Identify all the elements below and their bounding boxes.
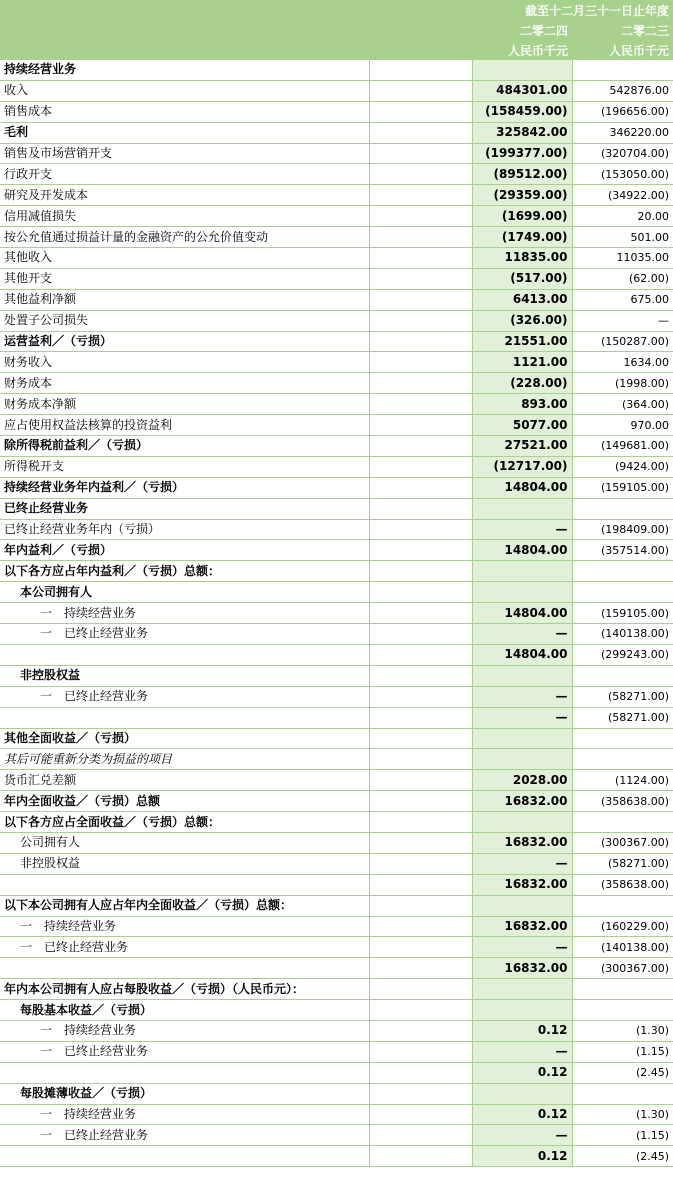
table-row xyxy=(0,1146,673,1167)
row-label: 一 已终止经营业务 xyxy=(0,624,369,645)
row-note xyxy=(369,477,472,498)
row-label: 销售成本 xyxy=(0,101,369,122)
table-row xyxy=(0,143,673,164)
row-note xyxy=(369,874,472,895)
row-value-prior: (300367.00) xyxy=(572,958,673,979)
row-note xyxy=(369,436,472,457)
row-value-prior: — xyxy=(572,310,673,331)
row-label: 财务收入 xyxy=(0,352,369,373)
row-value-prior: 970.00 xyxy=(572,415,673,436)
row-label xyxy=(0,707,369,728)
row-note xyxy=(369,1125,472,1146)
row-label: 本公司拥有人 xyxy=(0,582,369,603)
row-note xyxy=(369,185,472,206)
table-row xyxy=(0,248,673,269)
row-note xyxy=(369,644,472,665)
row-label: 一 持续经营业务 xyxy=(0,916,369,937)
row-label: 非控股权益 xyxy=(0,853,369,874)
row-note xyxy=(369,979,472,1000)
table-row xyxy=(0,644,673,665)
row-value-prior: (358638.00) xyxy=(572,874,673,895)
statement-body xyxy=(0,60,673,1167)
row-value-prior xyxy=(572,1000,673,1021)
row-value-current: (89512.00) xyxy=(472,164,572,185)
row-value-prior: (58271.00) xyxy=(572,853,673,874)
table-row xyxy=(0,268,673,289)
table-row xyxy=(0,519,673,540)
row-value-prior xyxy=(572,498,673,519)
table-row xyxy=(0,937,673,958)
row-note xyxy=(369,707,472,728)
table-row xyxy=(0,415,673,436)
row-note xyxy=(369,456,472,477)
row-value-current: 1121.00 xyxy=(472,352,572,373)
table-row xyxy=(0,60,673,80)
header-note-cell xyxy=(369,0,472,20)
row-note xyxy=(369,624,472,645)
row-value-current xyxy=(472,1083,572,1104)
row-label: 年内益利／（亏损） xyxy=(0,540,369,561)
header-row-unit xyxy=(0,40,673,60)
table-row xyxy=(0,1083,673,1104)
row-label: 行政开支 xyxy=(0,164,369,185)
row-label: 毛利 xyxy=(0,122,369,143)
row-label: 以下各方应占年内益利／（亏损）总额： xyxy=(0,561,369,582)
row-label: 按公允值通过损益计量的金融资产的公允价值变动 xyxy=(0,227,369,248)
row-note xyxy=(369,143,472,164)
row-value-prior: (159105.00) xyxy=(572,477,673,498)
row-value-prior: (58271.00) xyxy=(572,686,673,707)
row-value-current: (326.00) xyxy=(472,310,572,331)
row-value-current xyxy=(472,979,572,1000)
table-row xyxy=(0,80,673,101)
row-label: 一 已终止经营业务 xyxy=(0,937,369,958)
row-value-prior: 20.00 xyxy=(572,206,673,227)
header-row-period xyxy=(0,0,673,20)
row-label: 一 持续经营业务 xyxy=(0,603,369,624)
row-label: 其他开支 xyxy=(0,268,369,289)
row-label: 已终止经营业务 xyxy=(0,498,369,519)
row-value-prior: 11035.00 xyxy=(572,248,673,269)
row-note xyxy=(369,749,472,770)
row-label: 年内全面收益／（亏损）总额 xyxy=(0,791,369,812)
row-label xyxy=(0,1062,369,1083)
row-value-prior: (358638.00) xyxy=(572,791,673,812)
row-value-prior xyxy=(572,812,673,833)
header-row-year xyxy=(0,20,673,40)
row-value-current: (199377.00) xyxy=(472,143,572,164)
row-value-prior: (2.45) xyxy=(572,1146,673,1167)
row-note xyxy=(369,101,472,122)
table-row xyxy=(0,1000,673,1021)
row-value-current xyxy=(472,561,572,582)
row-value-current xyxy=(472,582,572,603)
row-value-current: 5077.00 xyxy=(472,415,572,436)
row-label: 财务成本净额 xyxy=(0,394,369,415)
table-row xyxy=(0,582,673,603)
row-value-current: (12717.00) xyxy=(472,456,572,477)
row-note xyxy=(369,832,472,853)
row-value-current: (1749.00) xyxy=(472,227,572,248)
row-value-current: 484301.00 xyxy=(472,80,572,101)
row-label: 每股基本收益／（亏损） xyxy=(0,1000,369,1021)
row-note xyxy=(369,1146,472,1167)
row-label: 每股摊薄收益／（亏损） xyxy=(0,1083,369,1104)
row-value-prior: (159105.00) xyxy=(572,603,673,624)
row-value-prior: (1.15) xyxy=(572,1041,673,1062)
row-value-current: 16832.00 xyxy=(472,832,572,853)
row-label: 信用减值损失 xyxy=(0,206,369,227)
row-value-prior: (1124.00) xyxy=(572,770,673,791)
row-value-prior: (62.00) xyxy=(572,268,673,289)
row-label: 一 已终止经营业务 xyxy=(0,1125,369,1146)
row-note xyxy=(369,603,472,624)
row-note xyxy=(369,519,472,540)
row-value-prior: (196656.00) xyxy=(572,101,673,122)
row-label: 持续经营业务年内益利／（亏损） xyxy=(0,477,369,498)
row-note xyxy=(369,310,472,331)
row-note xyxy=(369,895,472,916)
row-value-prior: (198409.00) xyxy=(572,519,673,540)
row-value-current: 325842.00 xyxy=(472,122,572,143)
row-label: 财务成本 xyxy=(0,373,369,394)
year-prior: 二零二三 xyxy=(572,20,673,40)
row-note xyxy=(369,916,472,937)
row-value-prior: 542876.00 xyxy=(572,80,673,101)
row-label xyxy=(0,1146,369,1167)
row-value-current: 14804.00 xyxy=(472,603,572,624)
row-value-prior xyxy=(572,60,673,80)
row-note xyxy=(369,728,472,749)
table-row xyxy=(0,707,673,728)
table-row xyxy=(0,373,673,394)
table-row xyxy=(0,477,673,498)
row-value-current xyxy=(472,895,572,916)
row-value-prior xyxy=(572,979,673,1000)
row-note xyxy=(369,60,472,80)
row-value-prior xyxy=(572,1083,673,1104)
row-value-current: 14804.00 xyxy=(472,540,572,561)
table-row xyxy=(0,749,673,770)
table-row xyxy=(0,812,673,833)
row-value-prior: 675.00 xyxy=(572,289,673,310)
row-value-prior: (58271.00) xyxy=(572,707,673,728)
row-label: 已终止经营业务年内（亏损） xyxy=(0,519,369,540)
row-value-current: 6413.00 xyxy=(472,289,572,310)
row-label: 其他收入 xyxy=(0,248,369,269)
table-row xyxy=(0,185,673,206)
row-label: 其后可能重新分类为损益的项目 xyxy=(0,749,369,770)
row-note xyxy=(369,352,472,373)
row-note xyxy=(369,122,472,143)
row-note xyxy=(369,373,472,394)
row-value-current: 21551.00 xyxy=(472,331,572,352)
table-row xyxy=(0,979,673,1000)
table-row xyxy=(0,1062,673,1083)
row-value-current: 14804.00 xyxy=(472,477,572,498)
table-row xyxy=(0,1020,673,1041)
row-value-prior xyxy=(572,749,673,770)
row-label xyxy=(0,958,369,979)
row-label: 持续经营业务 xyxy=(0,60,369,80)
row-value-current: 893.00 xyxy=(472,394,572,415)
row-note xyxy=(369,665,472,686)
row-note xyxy=(369,770,472,791)
row-note xyxy=(369,1041,472,1062)
row-label: 非控股权益 xyxy=(0,665,369,686)
header-label-cell xyxy=(0,40,369,60)
header-label-cell xyxy=(0,0,369,20)
row-value-prior: (1.30) xyxy=(572,1020,673,1041)
row-value-prior: (299243.00) xyxy=(572,644,673,665)
row-note xyxy=(369,80,472,101)
row-label: 所得税开支 xyxy=(0,456,369,477)
table-row xyxy=(0,728,673,749)
row-value-current xyxy=(472,665,572,686)
row-value-prior: (1.15) xyxy=(572,1125,673,1146)
row-value-prior: (320704.00) xyxy=(572,143,673,164)
header-label-cell xyxy=(0,20,369,40)
header-note-cell xyxy=(369,40,472,60)
row-note xyxy=(369,206,472,227)
row-value-prior: (2.45) xyxy=(572,1062,673,1083)
row-value-current: 0.12 xyxy=(472,1020,572,1041)
row-value-current: 11835.00 xyxy=(472,248,572,269)
row-value-current: 16832.00 xyxy=(472,874,572,895)
row-note xyxy=(369,164,472,185)
row-value-current: (1699.00) xyxy=(472,206,572,227)
row-value-prior: 501.00 xyxy=(572,227,673,248)
row-note xyxy=(369,1104,472,1125)
row-note xyxy=(369,498,472,519)
header-note-cell xyxy=(369,20,472,40)
table-row xyxy=(0,436,673,457)
row-value-current: 27521.00 xyxy=(472,436,572,457)
row-label xyxy=(0,644,369,665)
table-row xyxy=(0,289,673,310)
row-value-current: (158459.00) xyxy=(472,101,572,122)
table-row xyxy=(0,958,673,979)
row-value-current: — xyxy=(472,519,572,540)
table-row xyxy=(0,874,673,895)
table-row xyxy=(0,916,673,937)
row-value-prior: (153050.00) xyxy=(572,164,673,185)
row-value-prior: (1.30) xyxy=(572,1104,673,1125)
row-label: 年内本公司拥有人应占每股收益／（亏损）（人民币元）： xyxy=(0,979,369,1000)
row-value-current: (29359.00) xyxy=(472,185,572,206)
row-note xyxy=(369,540,472,561)
row-value-prior xyxy=(572,561,673,582)
table-row xyxy=(0,1125,673,1146)
row-note xyxy=(369,937,472,958)
table-row xyxy=(0,832,673,853)
row-value-prior: (1998.00) xyxy=(572,373,673,394)
row-note xyxy=(369,1020,472,1041)
row-value-prior: (149681.00) xyxy=(572,436,673,457)
row-value-current: 0.12 xyxy=(472,1062,572,1083)
row-label: 一 已终止经营业务 xyxy=(0,686,369,707)
row-value-current: — xyxy=(472,707,572,728)
row-note xyxy=(369,791,472,812)
row-value-current: 16832.00 xyxy=(472,958,572,979)
row-label: 一 持续经营业务 xyxy=(0,1104,369,1125)
row-note xyxy=(369,394,472,415)
row-label: 处置子公司损失 xyxy=(0,310,369,331)
row-value-prior: 346220.00 xyxy=(572,122,673,143)
table-row xyxy=(0,331,673,352)
row-label: 应占使用权益法核算的投资益利 xyxy=(0,415,369,436)
row-note xyxy=(369,1000,472,1021)
row-note xyxy=(369,853,472,874)
row-note xyxy=(369,1062,472,1083)
row-label: 以下本公司拥有人应占年内全面收益／（亏损）总额： xyxy=(0,895,369,916)
table-row xyxy=(0,770,673,791)
table-row xyxy=(0,394,673,415)
row-label: 货币汇兑差额 xyxy=(0,770,369,791)
row-note xyxy=(369,812,472,833)
row-value-current: (517.00) xyxy=(472,268,572,289)
row-value-current: — xyxy=(472,1125,572,1146)
row-note xyxy=(369,582,472,603)
table-row xyxy=(0,101,673,122)
table-row xyxy=(0,561,673,582)
table-row xyxy=(0,122,673,143)
row-label: 运营益利／（亏损） xyxy=(0,331,369,352)
row-note xyxy=(369,958,472,979)
row-note xyxy=(369,1083,472,1104)
table-row xyxy=(0,310,673,331)
row-label: 一 持续经营业务 xyxy=(0,1020,369,1041)
row-note xyxy=(369,686,472,707)
row-note xyxy=(369,289,472,310)
row-value-prior: (150287.00) xyxy=(572,331,673,352)
unit-prior: 人民币千元 xyxy=(572,40,673,60)
row-label xyxy=(0,874,369,895)
row-value-prior: (160229.00) xyxy=(572,916,673,937)
period-heading: 截至十二月三十一日止年度 xyxy=(472,0,673,20)
row-label: 其他全面收益／（亏损） xyxy=(0,728,369,749)
row-value-prior xyxy=(572,895,673,916)
row-value-prior: (34922.00) xyxy=(572,185,673,206)
row-value-prior xyxy=(572,728,673,749)
row-value-current: 2028.00 xyxy=(472,770,572,791)
row-value-current: — xyxy=(472,686,572,707)
table-row xyxy=(0,206,673,227)
unit-current: 人民币千元 xyxy=(472,40,572,60)
table-row xyxy=(0,853,673,874)
table-row xyxy=(0,895,673,916)
table-row xyxy=(0,665,673,686)
row-label: 收入 xyxy=(0,80,369,101)
row-value-prior: (300367.00) xyxy=(572,832,673,853)
row-value-current: 0.12 xyxy=(472,1104,572,1125)
table-row xyxy=(0,686,673,707)
row-value-prior: (9424.00) xyxy=(572,456,673,477)
row-label: 除所得税前益利／（亏损） xyxy=(0,436,369,457)
row-value-current: 0.12 xyxy=(472,1146,572,1167)
row-value-current: — xyxy=(472,1041,572,1062)
row-value-current: — xyxy=(472,937,572,958)
table-row xyxy=(0,1041,673,1062)
table-row xyxy=(0,456,673,477)
table-row xyxy=(0,227,673,248)
row-value-prior: (140138.00) xyxy=(572,937,673,958)
row-note xyxy=(369,561,472,582)
row-note xyxy=(369,331,472,352)
table-row xyxy=(0,624,673,645)
row-value-current: 16832.00 xyxy=(472,791,572,812)
row-note xyxy=(369,227,472,248)
row-value-current: 16832.00 xyxy=(472,916,572,937)
row-value-current: (228.00) xyxy=(472,373,572,394)
row-value-current xyxy=(472,812,572,833)
table-row xyxy=(0,352,673,373)
row-value-current xyxy=(472,1000,572,1021)
row-value-current: — xyxy=(472,624,572,645)
table-row xyxy=(0,791,673,812)
row-label: 公司拥有人 xyxy=(0,832,369,853)
row-note xyxy=(369,248,472,269)
row-value-prior: (364.00) xyxy=(572,394,673,415)
row-label: 销售及市场营销开支 xyxy=(0,143,369,164)
table-row xyxy=(0,540,673,561)
table-row xyxy=(0,498,673,519)
row-value-prior xyxy=(572,665,673,686)
row-value-prior: (140138.00) xyxy=(572,624,673,645)
row-value-prior xyxy=(572,582,673,603)
row-label: 研究及开发成本 xyxy=(0,185,369,206)
row-value-current xyxy=(472,749,572,770)
row-value-current xyxy=(472,498,572,519)
row-value-current xyxy=(472,728,572,749)
row-value-current: — xyxy=(472,853,572,874)
row-value-current xyxy=(472,60,572,80)
table-row xyxy=(0,1104,673,1125)
row-label: 以下各方应占全面收益／（亏损）总额： xyxy=(0,812,369,833)
row-value-prior: 1634.00 xyxy=(572,352,673,373)
table-row xyxy=(0,164,673,185)
row-note xyxy=(369,268,472,289)
year-current: 二零二四 xyxy=(472,20,572,40)
row-label: 其他益利净额 xyxy=(0,289,369,310)
row-note xyxy=(369,415,472,436)
row-label: 一 已终止经营业务 xyxy=(0,1041,369,1062)
row-value-prior: (357514.00) xyxy=(572,540,673,561)
row-value-current: 14804.00 xyxy=(472,644,572,665)
table-row xyxy=(0,603,673,624)
